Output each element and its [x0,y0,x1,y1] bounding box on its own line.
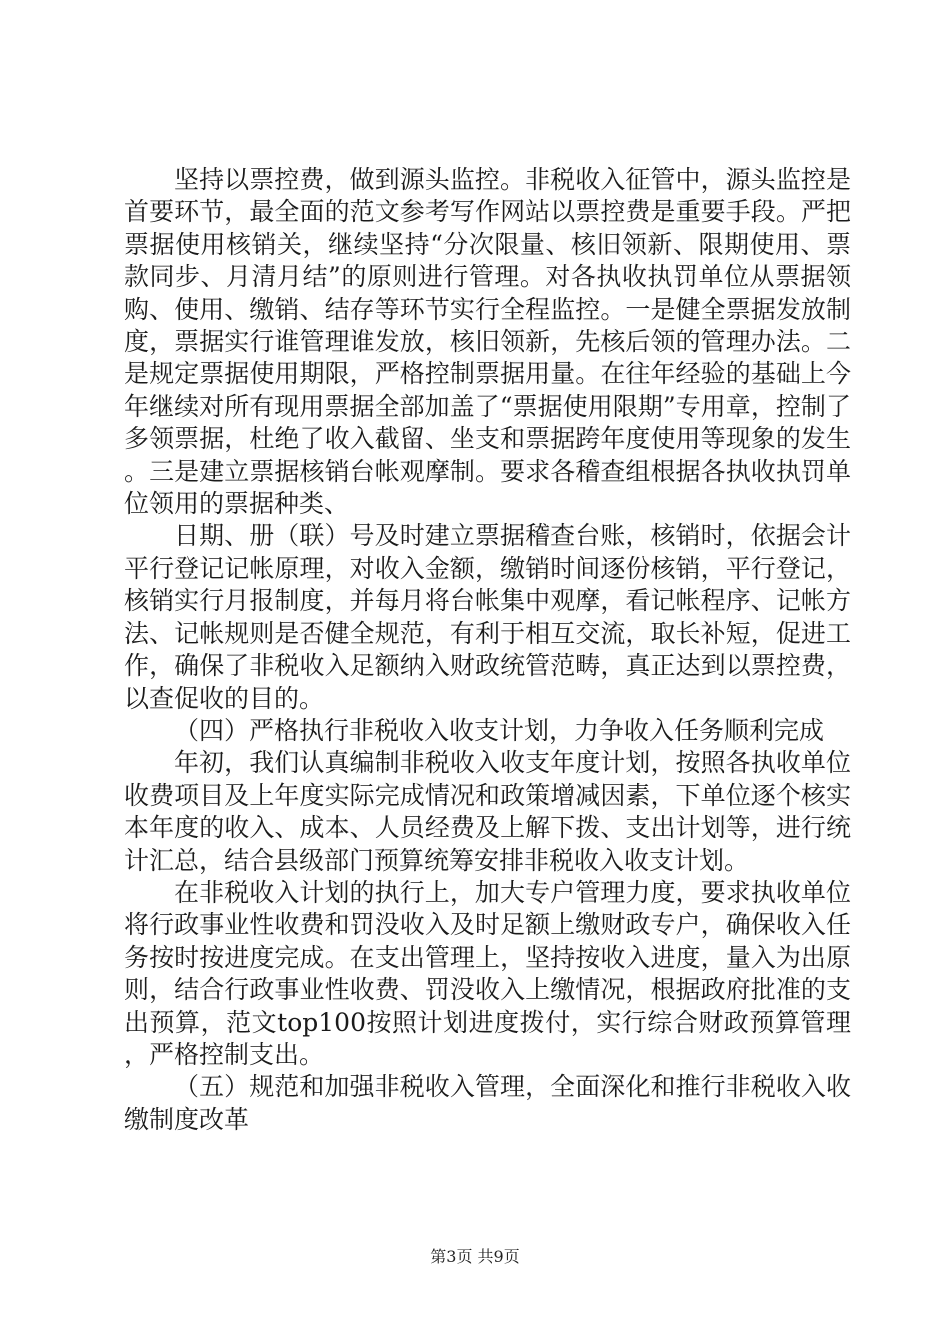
paragraph-annual-plan: 年初，我们认真编制非税收入收支年度计划，按照各执收单位收费项目及上年度实际完成情况和政策增减因素，下单位逐个核实本年度的收入、成本、人员经费及上解下拨、支出计划等，进行统计汇总，结合县级部门预算统筹安排非税收入收支计划。 [124,748,851,875]
section-heading-5: （五）规范和加强非税收入管理，全面深化和推行非税收入收缴制度改革 [124,1072,851,1134]
paragraph-plan-execution: 在非税收入计划的执行上，加大专户管理力度，要求执收单位将行政事业性收费和罚没收入及时足额上缴财政专户，确保收入任务按时按进度完成。在支出管理上，坚持按收入进度，量入为出原则，结合行政事业性收费、罚没收入上缴情况，根据政府批准的支出预算，范文top100按照计划进度拨付，实行综合财政预算管理，严格控制支出。 [124,877,851,1069]
paragraph-ticket-control: 坚持以票控费，做到源头监控。非税收入征管中，源头监控是首要环节，最全面的范文参考写作网站以票控费是重要手段。严把票据使用核销关，继续坚持“分次限量、核旧领新、限期使用、票款同步、月清月结”的原则进行管理。对各执收执罚单位从票据领购、使用、缴销、结存等环节实行全程监控。一是健全票据发放制度，票据实行谁管理谁发放，核旧领新，先核后领的管理办法。二是规定票据使用期限，严格控制票据用量。在往年经验的基础上今年继续对所有现用票据全部加盖了“票据使用限期”专用章，控制了多领票据，杜绝了收入截留、坐支和票据跨年度使用等现象的发生。三是建立票据核销台帐观摩制。要求各稽查组根据各执收执罚单位领用的票据种类、 [124,165,851,519]
paragraph-ledger-verification: 日期、册（联）号及时建立票据稽查台账，核销时，依据会计平行登记记帐原理，对收入金额，缴销时间逐份核销，平行登记，核销实行月报制度，并每月将台帐集中观摩，看记帐程序、记帐方法、记帐规则是否健全规范，有利于相互交流，取长补短，促进工作，确保了非税收入足额纳入财政统管范畴，真正达到以票控费，以查促收的目的。 [124,521,851,713]
document-body [124,164,851,1136]
page-number-footer: 第3页 共9页 [430,1247,520,1266]
section-heading-4: （四）严格执行非税收入收支计划，力争收入任务顺利完成 [174,715,825,745]
